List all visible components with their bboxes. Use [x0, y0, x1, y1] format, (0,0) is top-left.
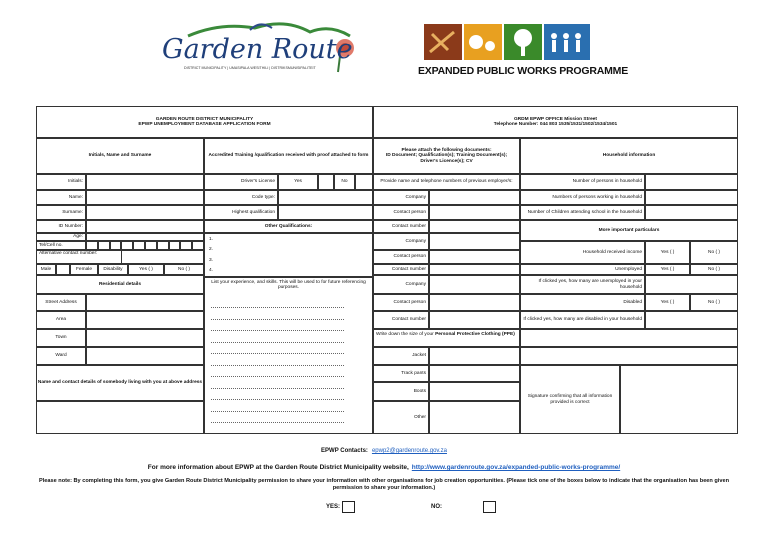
unemployed-label: Unemployed [520, 264, 645, 275]
contacts-label: EPWP Contacts: [321, 448, 368, 454]
alt-contact-row [36, 250, 204, 264]
ppe-title [373, 329, 520, 347]
qualification-line-q1[interactable]: 1. [209, 236, 214, 242]
experience-label: List your experience, and skills. This will be used to for future referencing purposes. [211, 280, 366, 291]
yes-checkbox[interactable] [342, 501, 355, 513]
tel-digit-box[interactable] [157, 241, 169, 250]
more-particulars-title: More important particulars [520, 220, 738, 241]
company-label-1: Company [373, 190, 429, 205]
header-telephone: Telephone Number: 044 803 1535/1531/1502/1534/1501 [493, 122, 618, 127]
company-field-2[interactable] [429, 233, 520, 250]
tel-digit-box[interactable] [169, 241, 181, 250]
company-label-3: Company [373, 275, 429, 294]
epwp-contacts-line [0, 448, 768, 454]
qualification-line-q3[interactable]: 3. [209, 257, 214, 263]
more-info-line [0, 464, 768, 471]
children-school-label: Number of Children attending school in the household [520, 205, 645, 220]
ward-label: Ward [36, 347, 86, 365]
track-pants-field[interactable] [429, 365, 520, 382]
licence-yes-box[interactable] [318, 174, 334, 190]
qualification-line-q2[interactable]: 2. [209, 247, 214, 253]
household-income-label: Household received income [520, 241, 645, 264]
experience-line[interactable] [211, 411, 344, 412]
age-field[interactable] [86, 233, 204, 241]
persons-working-field[interactable] [645, 190, 738, 205]
living-with-label: Name and contact details of somebody living with you at above address [36, 365, 204, 401]
tel-digit-box[interactable] [192, 241, 204, 250]
surname-label: Surname: [36, 205, 86, 220]
epwp-logo-graphic [418, 22, 598, 64]
tel-label: Tel/Cell no. [36, 241, 86, 250]
unemployed-no[interactable]: No ( ) [690, 264, 738, 275]
contact-number-label-2: Contact number [373, 264, 429, 275]
children-school-field[interactable] [645, 205, 738, 220]
signature-label: Signature confirming that all information provided is correct [520, 365, 620, 434]
garden-route-wordmark: Garden Route [162, 34, 353, 65]
alt-contact-label: Alternative contact number: [39, 251, 98, 256]
permission-note: Please note: By completing this form, you give Garden Route District Municipality permission to share your information with other organisations for job creation opportunities. (Please tick one of the boxes below to indicate that the organisation has been given permission to share your information.) [39, 478, 729, 491]
household-income-no[interactable]: No ( ) [690, 241, 738, 264]
signature-field[interactable] [620, 365, 738, 434]
unemployed-count-label: If clicked yes, how many are unemployed in your household [520, 275, 645, 294]
other-quals-list[interactable] [204, 233, 373, 277]
jacket-field[interactable] [429, 347, 520, 365]
spacer-row-2 [520, 347, 738, 365]
experience-line[interactable] [211, 342, 344, 343]
contact-person-label-2: Contact person [373, 250, 429, 264]
header-form-name: EPWP UNEMPLOYMENT DATABASE APPLICATION FORM [138, 122, 271, 127]
name-field[interactable] [86, 190, 204, 205]
code-type-label: Code type: [204, 190, 278, 205]
contacts-email-link[interactable]: epwp2@gardenroute.gov.za [371, 448, 447, 454]
name-label: Name: [36, 190, 86, 205]
track-pants-label: Track pants [373, 365, 429, 382]
ppe-prefix: Write down the size of your [376, 332, 436, 337]
alt-contact-field[interactable] [121, 251, 122, 263]
id-number-field[interactable] [86, 220, 204, 233]
tel-digit-box[interactable] [121, 241, 133, 250]
contact-person-field-3[interactable] [429, 294, 520, 311]
contact-number-label-1: Contact number [373, 220, 429, 233]
male-box[interactable] [56, 264, 70, 275]
garden-route-tagline: DISTRICT MUNICIPALITY | UMASIPALA WESITHILI | DISTRIKSMUNISIPALITEIT [184, 66, 316, 70]
col4-title: Household information [520, 138, 738, 174]
col1-title: Initials, Name and Surname [36, 138, 204, 174]
disability-yes[interactable]: Yes ( ) [128, 264, 164, 275]
no-label: NO: [431, 504, 442, 510]
ppe-bold: Personal Protective Clothing (PPE) [435, 332, 515, 337]
tel-digit-box[interactable] [145, 241, 157, 250]
area-label: Area [36, 311, 86, 329]
licence-yes[interactable]: Yes [278, 174, 318, 190]
qualification-line-q4[interactable]: 4. [209, 268, 214, 274]
disabled-yes[interactable]: Yes ( ) [645, 294, 690, 311]
town-field[interactable] [86, 329, 204, 347]
ward-field[interactable] [86, 347, 204, 365]
tel-digit-box[interactable] [86, 241, 98, 250]
header-office: GRDM EPWP OFFICE Mission Street [513, 116, 598, 122]
col2-title: Accredited Training /qualification received with proof attached to form [204, 138, 373, 174]
male-label: Male [36, 264, 56, 275]
col3-title [373, 138, 520, 174]
highest-qual-label: Highest qualification [204, 205, 278, 220]
contact-number-field-1[interactable] [429, 220, 520, 233]
residential-title: Residential details [36, 275, 204, 294]
contact-person-label-3: Contact person [373, 294, 429, 311]
id-number-label: ID Number: [36, 220, 86, 233]
tel-digit-box[interactable] [180, 241, 192, 250]
contact-person-field-1[interactable] [429, 205, 520, 220]
town-label: Town [36, 329, 86, 347]
unemployed-yes[interactable]: Yes ( ) [645, 264, 690, 275]
form-header-left [36, 106, 373, 138]
experience-line[interactable] [211, 399, 344, 400]
highest-qual-field[interactable] [278, 205, 373, 220]
experience-line[interactable] [211, 365, 344, 366]
drivers-licence-label: Driver's License [204, 174, 278, 190]
contact-person-label-1: Contact person [373, 205, 429, 220]
epwp-logo [418, 22, 629, 82]
attach-docs-line-2: ID Document; Qualification(s); Training Document(s); [385, 153, 508, 159]
experience-line[interactable] [211, 376, 344, 377]
attach-docs-line-1: Please attach the following documents: [401, 147, 492, 153]
initials-label: Initials: [36, 174, 86, 190]
more-info-link[interactable]: http://www.gardenroute.gov.za/expanded-public-works-programme/ [411, 464, 621, 471]
experience-line[interactable] [211, 319, 344, 320]
code-type-field[interactable] [278, 190, 373, 205]
header-municipality: GARDEN ROUTE DISTRICT MUNICIPALITY [155, 116, 254, 122]
experience-line[interactable] [211, 422, 344, 423]
no-checkbox[interactable] [483, 501, 496, 513]
contact-number-field-3[interactable] [429, 311, 520, 329]
disabled-no[interactable]: No ( ) [690, 294, 738, 311]
persons-working-label: Numbers of persons working in household [520, 190, 645, 205]
female-label: Female [70, 264, 98, 275]
attach-docs-line-3: Driver's Licence(s); CV [420, 158, 473, 164]
contact-number-field-2[interactable] [429, 264, 520, 275]
disabled-count-field[interactable] [645, 311, 738, 329]
contact-number-label-3: Contact number [373, 311, 429, 329]
street-label: Street Address [36, 294, 86, 311]
surname-field[interactable] [86, 205, 204, 220]
licence-no-box[interactable] [355, 174, 373, 190]
experience-line[interactable] [211, 388, 344, 389]
household-income-yes[interactable]: Yes ( ) [645, 241, 690, 264]
other-label: Other [373, 401, 429, 434]
yes-label: YES: [326, 504, 341, 510]
spacer-row [520, 329, 738, 347]
disability-no[interactable]: No ( ) [164, 264, 204, 275]
area-field[interactable] [86, 311, 204, 329]
persons-household-label: Number of persons in household [520, 174, 645, 190]
experience-line[interactable] [211, 330, 344, 331]
living-with-field[interactable] [36, 401, 204, 434]
street-field[interactable] [86, 294, 204, 311]
company-field-1[interactable] [429, 190, 520, 205]
tel-digit-box[interactable] [98, 241, 110, 250]
other-quals-title: Other Qualifications: [204, 220, 373, 233]
contact-person-field-2[interactable] [429, 250, 520, 264]
unemployed-count-field[interactable] [645, 275, 738, 294]
garden-route-logo [160, 14, 360, 76]
licence-no[interactable]: No [334, 174, 355, 190]
company-label-2: Company [373, 233, 429, 250]
other-field[interactable] [429, 401, 520, 434]
tel-digit-box[interactable] [110, 241, 122, 250]
form-header-right [373, 106, 738, 138]
experience-line[interactable] [211, 307, 344, 308]
age-label: Age: [36, 233, 86, 241]
persons-household-field[interactable] [645, 174, 738, 190]
tel-digit-box[interactable] [133, 241, 145, 250]
experience-box[interactable] [204, 277, 373, 434]
boots-field[interactable] [429, 382, 520, 401]
boots-label: Boots [373, 382, 429, 401]
jacket-label: Jacket [373, 347, 429, 365]
disability-label: Disability [98, 264, 128, 275]
more-info-text: For more information about EPWP at the Garden Route District Municipality website, [147, 464, 409, 471]
disabled-label: Disabled [520, 294, 645, 311]
epwp-wordmark: EXPANDED PUBLIC WORKS PROGRAMME [418, 65, 629, 77]
prev-employers-label: Provide name and telephone numbers of previous employer/s: [373, 174, 520, 190]
experience-line[interactable] [211, 353, 344, 354]
disabled-count-label: If clicked yes, how many are disabled in your household [520, 311, 645, 329]
company-field-3[interactable] [429, 275, 520, 294]
initials-field[interactable] [86, 174, 204, 190]
